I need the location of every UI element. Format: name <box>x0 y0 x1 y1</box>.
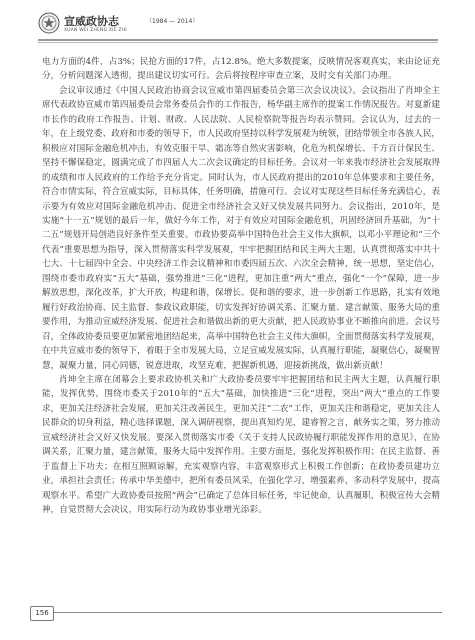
publication-years: （1984 — 2014） <box>146 18 199 25</box>
footer-divider <box>52 612 442 613</box>
publication-title: 宣威政协志 <box>64 15 119 28</box>
cppcc-emblem-icon <box>38 12 60 34</box>
page-number: 156 <box>30 606 54 621</box>
publication-pinyin: XUAN WEI ZHENG XIE ZHI <box>64 28 127 33</box>
paragraph-3: 肖坤全主席在闭幕会上要求政协机关和广大政协委员要牢牢把握团结和民主两大主题，认真履行职能，发挥优势，围绕市委关于2010年的“五大”基础，加快推进“三化”进程，突出“两大”重点的工作要求，更加关注经济社会发展，更加关注改善民生，更加关注“二农”工作，更加关注和谐稳定，更加关注人民群众的切身利益，精心选择课题，深入调研视察，提出真知灼见，建睿智之言，献务实之策，努力推动宣威经济社会又好又快发展。要深入贯彻落实市委《关于支持人民政协履行职能发挥作用的意见》，在协调关系，汇聚力量，建言献策，服务大局中发挥作用。主要方面是，强化发挥积极作用；在民主监督、善于监督上下功夫；在相互照顾谅解，充实观察内容，丰富观察形式上积极工作创新；在政协委员建功立业，承担社会责任；传承中华美德中，把所有委员风采，在强化学习，增强素养，多动科学发展中，提高观察水平。希望广大政协委员按照“两会”已确定了总体目标任务，牢记使命，认真履职，积极宣传大会精神，自觉贯彻大会决议，用实际行动为政协事业增光添彩。 <box>42 374 440 516</box>
header-divider-thin <box>38 42 438 43</box>
body-text <box>42 55 440 518</box>
page-header <box>38 10 438 50</box>
paragraph-2: 会议审议通过《中国人民政治协商会议宣威市第四届委员会第三次会议决议》。会议指出了肖坤全主席代表政协宣威市第四届委员会常务委员会作的工作报告，杨华副主席作的提案工作情况报告。对夏新建市长作的政府工作报告、计划、财政、人民法院、人民检察院等报告均表示赞同。会议认为，过去的一年，在上级党委、政府和市委的领导下，市人民政府坚持以科学发展观为统领，团结带领全市各族人民，积极应对国际金融危机冲击，有效克服干旱、霜冻等自然灾害影响，化危为机保增长、千方百计保民生、坚持不懈保稳定，圆满完成了市四届人大二次会议确定的目标任务。会议对一年来我市经济社会发展取得的成绩和市人民政府的工作给予充分肯定。同时认为，市人民政府提出的2010年总体要求和主要任务，符合市情实际，符合宣威实际，目标具体，任务明确，措施可行。会议对实现这些目标任务充满信心，表示要为有效应对国际金融危机冲击、促进全市经济社会又好又快发展共同努力。会议指出，2010年，是实施“十一五”规划的最后一年，做好今年工作，对于有效应对国际金融危机，巩固经济回升基础，为“十二五”规划开局创造良好条件至关重要。市政协要高举中国特色社会主义伟大旗帜，以邓小平理论和“三个代表”重要思想为指导，深入贯彻落实科学发展观，牢牢把握团结和民主两大主题，认真贯彻落实中共十七大、十七届四中全会、中央经济工作会议精神和市委四届五次、六次全会精神，统一思想，坚定信心，围绕市委市政府实“五大”基础，强势推进“三化”进程，更加注重“两大”重点，强化“一个”保障，进一步解放思想，深化改革，扩大开放，构建和谐，保增长、促和谐的要求，进一步创新工作思路，扎实有效地履行好政治协商、民主监督、参政议政职能，切实发挥好协调关系、汇聚力量、建言献策、服务大局的重要作用，为推动宣威经济发展、促进社会和谐做出新的更大贡献，把人民政协事业不断推向前进。会议号召，全体政协委员要更加紧密地团结起来，高举中国特色社会主义伟大旗帜，全面贯彻落实科学发展观，在中共宣威市委的领导下，着眼于全市发展大局，立足宣威发展实际，认真履行职能，凝聚信心，凝聚智慧，凝聚力量，同心同德，锐意进取，攻坚克难，把握新机遇，迎接新挑战，做出新贡献！ <box>42 85 440 371</box>
paragraph-1: 电力方面的4件，占3%；民抢方面的17件，占12.8%。绝大多数提案，反映情况客观真实，来由论证充分，分析问题深入透彻，提出建议切实可行。会后将按程序审查立案，及时交有关部门办理。 <box>42 57 440 82</box>
header-divider <box>38 39 438 41</box>
